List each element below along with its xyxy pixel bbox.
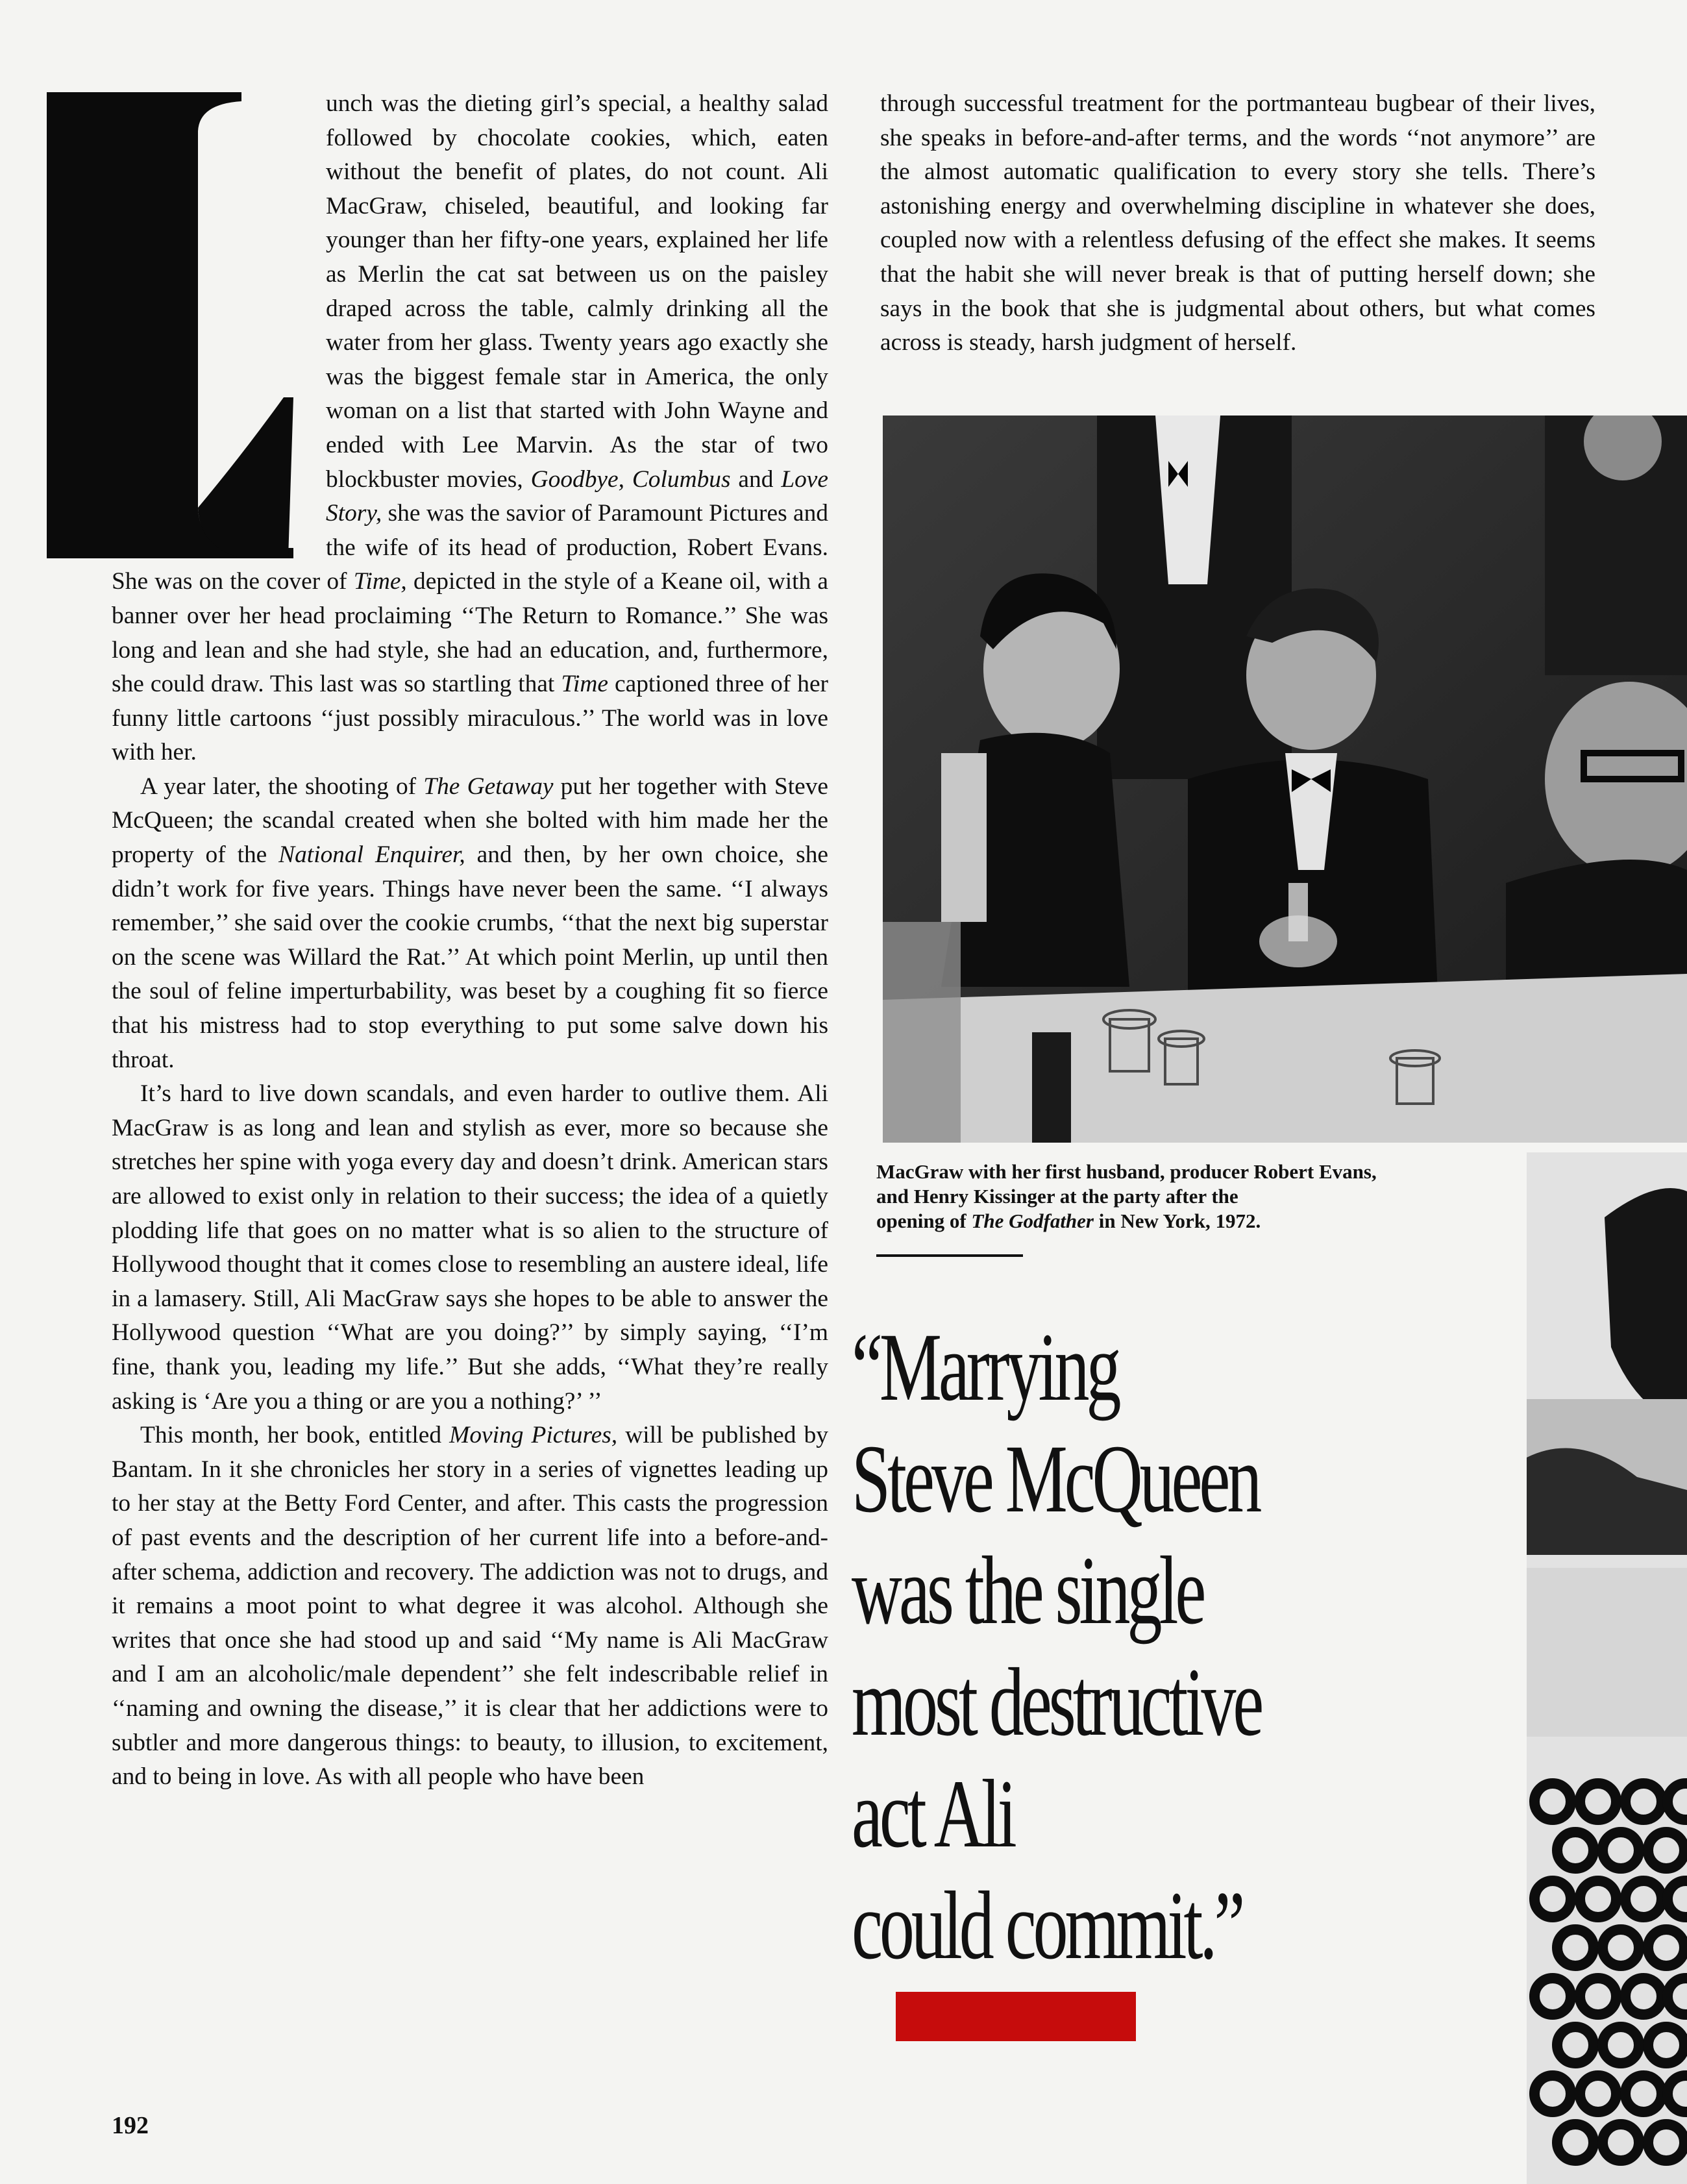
body-paragraph (112, 770, 828, 1077)
accent-bar (896, 1992, 1136, 2041)
italic-title: National Enquirer, (278, 841, 465, 869)
photo-caption (876, 1160, 1493, 1234)
page-number: 192 (112, 2112, 149, 2139)
text-run: captioned three of her funny little cartoons ‘‘just possibly miraculous.’’ The world was in love with her. (112, 671, 828, 766)
italic-title: Goodbye, Columbus (530, 465, 731, 493)
pull-quote-line: was the single (852, 1537, 1203, 1644)
pull-quote-line: Steve McQueen (852, 1425, 1259, 1533)
text-run: It’s hard to live down scandals, and even harder to outlive them. Ali MacGraw is as long and lean and stylish as ever, more so because she stretches her spine with yoga every day and doesn’t drink. American stars are allowed to exist only in relation to their success; the idea of a quietly plodding life that goes on no matter what is so alien to the structure of Hollywood thought that it comes close to resembling an austere ideal, life in a lamasery. Still, Ali MacGraw says she hopes to be able to answer the Hollywood question ‘‘What are you doing?’’ by simply saying, ‘‘I’m fine, thank you, leading my life.’’ But she adds, ‘‘What they’re really asking is ‘Are you a thing or are you a nothing?’ ’’ (112, 1080, 828, 1415)
italic-title: Time (561, 671, 609, 698)
photo-party (883, 416, 1687, 1143)
text-run: This month, her book, entitled (140, 1422, 450, 1449)
drop-cap-glyph (47, 92, 293, 560)
pull-quote (852, 1311, 1338, 1981)
article-right-column (880, 87, 1595, 360)
text-run: put her together with Steve McQueen; the scandal created when she bolted with him made her the property of the (112, 773, 828, 869)
text-run: will be published by Bantam. In it she chronicles her story in a series of vignettes leading up to her stay at the Betty Ford Center, and after. This casts the progression of past events and the description of her current life into a before-and-after schema, addiction and recovery. The addiction was not to drugs, and it remains a moot point to what degree it was alcohol. Although she writes that once she had stood up and said ‘‘My name is Ali MacGraw and I am an alcoholic/male dependent’’ she felt indescribable relief in ‘‘naming and owning the disease,’’ it is clear that her addictions were to subtler and more dangerous things: to beauty, to illusion, to excitement, and to being in love. As with all people who have been (112, 1422, 829, 1791)
italic-title: Time, (353, 568, 407, 595)
caption-line: opening of The Godfather in New York, 1972. (876, 1210, 1261, 1232)
pull-quote-line: act Ali (852, 1760, 1014, 1868)
pull-quote-line: “Marrying (852, 1313, 1118, 1421)
caption-line: MacGraw with her first husband, producer Robert Evans, (876, 1160, 1377, 1183)
body-paragraph (112, 1419, 828, 1794)
caption-line: and Henry Kissinger at the party after the (876, 1185, 1238, 1208)
body-paragraph: through successful treatment for the portmanteau bugbear of their lives, she speaks in before-and-after terms, and the words ‘‘not anymore’’ are the almost automatic qualification to every story she tells. There’s astonishing energy and overwhelming discipline in whatever she does, coupled now with a relentless defusing of the effect she makes. It seems that the habit she will never break is that of putting herself down; she says in the book that she is judgmental about others, but what comes across is steady, harsh judgment of herself. (880, 90, 1595, 356)
photo-right-edge (1527, 1152, 1687, 2184)
pull-quote-line: most destructive (852, 1648, 1261, 1756)
italic-title: The Getaway (423, 773, 554, 800)
italic-title: Moving Pictures, (449, 1422, 618, 1449)
text-run: depicted in the style of a Keane oil, with a banner over her head proclaiming ‘‘The Return to Romance.’’ She was long and lean and she had style, she had an education, and, furthermore, she could draw. This last was so startling that (112, 568, 828, 698)
italic-title: Love Story, (326, 465, 828, 527)
text-run: she was the savior of Paramount Pictures and the wife of its head of production, Robert Evans. She was on the cover of (112, 500, 828, 595)
text-run: and then, by her own choice, she didn’t work for five years. Things have never been the same. ‘‘I always remember,’’ she said over the cookie crumbs, ‘‘that the next big superstar on the scene was Willard the Rat.’’ At which point Merlin, up until then the soul of feline imperturbability, was beset by a coughing fit so fierce that his mistress had to stop everything to put some salve down his throat. (112, 841, 828, 1073)
caption-rule (876, 1254, 1023, 1257)
text-run: A year later, the shooting of (140, 773, 424, 800)
pull-quote-line: could commit.” (852, 1872, 1242, 1979)
text-run: and (730, 465, 782, 493)
body-paragraph (112, 1077, 828, 1419)
text-run: unch was the dieting girl’s special, a healthy salad followed by chocolate cookies, which, eaten without the benefit of plates, do not count. Ali MacGraw, chiseled, beautiful, and looking far younger than her fifty-one years, explained her life as Merlin the cat sat between us on the paisley draped across the table, calmly drinking all the water from her glass. Twenty years ago exactly she was the biggest female star in America, the only woman on a list that started with John Wayne and ended with Lee Marvin. As the star of two blockbuster movies, (326, 90, 828, 493)
article-left-column (112, 87, 828, 1794)
drop-cap-l (47, 87, 308, 553)
